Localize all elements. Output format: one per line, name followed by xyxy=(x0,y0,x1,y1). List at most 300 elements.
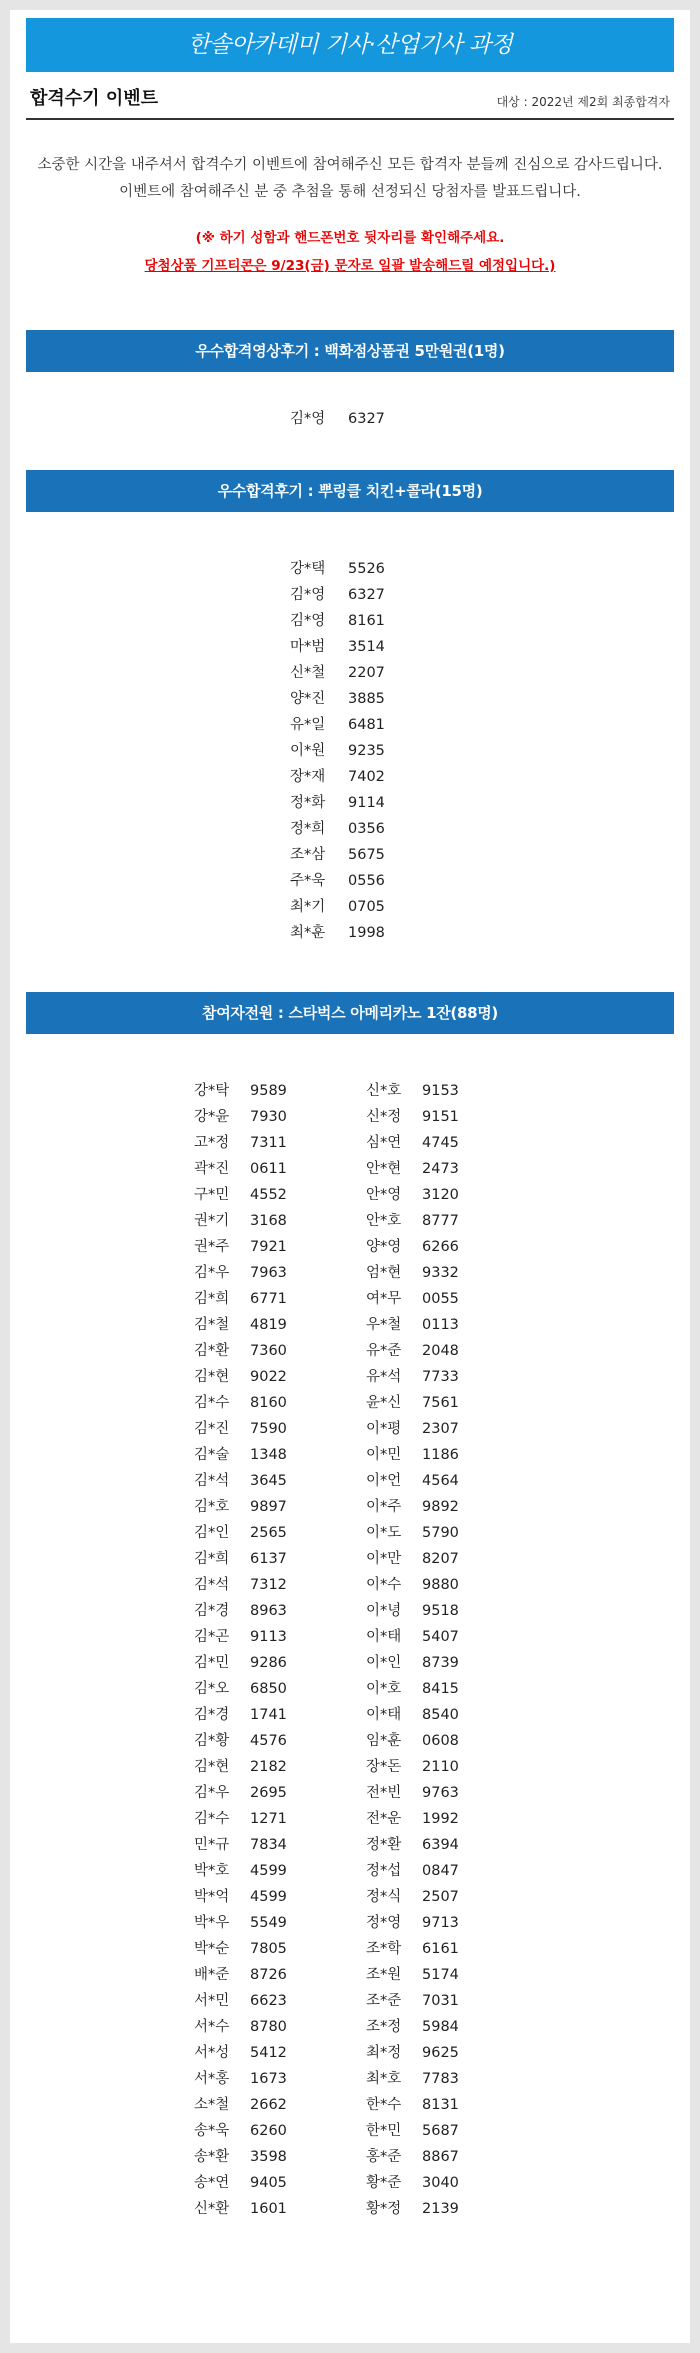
intro-line-2: 이벤트에 참여해주신 분 중 추첨을 통해 선정되신 당첨자를 발표드립니다. xyxy=(119,184,581,200)
winner-name: 신*철 xyxy=(290,665,326,681)
winner-phone-digits: 2662 xyxy=(250,2097,287,2113)
winner-phone-digits: 1348 xyxy=(250,1447,287,1463)
winner-name: 최*훈 xyxy=(290,925,326,941)
winner-row xyxy=(280,686,420,712)
section-title: 우수합격후기 : 뿌링클 치킨+콜라(15명) xyxy=(217,482,483,500)
winner-row xyxy=(178,1728,350,1754)
winner-row xyxy=(350,1546,522,1572)
winner-row xyxy=(350,1832,522,1858)
winner-row xyxy=(350,1494,522,1520)
winner-row xyxy=(178,1416,350,1442)
notice-line-2: 당첨상품 기프티콘은 9/23(금) 문자로 일괄 발송해드릴 예정입니다.) xyxy=(144,258,556,274)
winner-phone-digits: 3168 xyxy=(250,1213,287,1229)
winner-phone-digits: 7930 xyxy=(250,1109,287,1125)
winner-row xyxy=(178,1494,350,1520)
winner-name: 황*정 xyxy=(366,2201,402,2217)
winner-row xyxy=(350,1286,522,1312)
winner-name: 김*호 xyxy=(194,1499,230,1515)
winner-phone-digits: 2565 xyxy=(250,1525,287,1541)
winner-row xyxy=(178,1260,350,1286)
winner-phone-digits: 0055 xyxy=(422,1291,459,1307)
winner-phone-digits: 2048 xyxy=(422,1343,459,1359)
winner-phone-digits: 1673 xyxy=(250,2071,287,2087)
winner-name: 조*원 xyxy=(366,1967,402,1983)
winner-phone-digits: 2139 xyxy=(422,2201,459,2217)
winner-name: 정*환 xyxy=(366,1837,402,1853)
winner-name: 김*석 xyxy=(194,1473,230,1489)
winner-name: 한*민 xyxy=(366,2123,402,2139)
winner-row xyxy=(280,634,420,660)
winner-name: 박*우 xyxy=(194,1915,230,1931)
winner-phone-digits: 5984 xyxy=(422,2019,459,2035)
winner-phone-digits: 1998 xyxy=(348,925,385,941)
winner-name: 서*홍 xyxy=(194,2071,230,2087)
winner-row xyxy=(178,1676,350,1702)
winner-name: 김*영 xyxy=(290,411,326,427)
winner-phone-digits: 6771 xyxy=(250,1291,287,1307)
winner-phone-digits: 7963 xyxy=(250,1265,287,1281)
winner-name: 신*정 xyxy=(366,1109,402,1125)
winner-name: 배*준 xyxy=(194,1967,230,1983)
winner-row xyxy=(350,1364,522,1390)
winner-row xyxy=(178,2014,350,2040)
winner-phone-digits: 1741 xyxy=(250,1707,287,1723)
winner-row xyxy=(350,1390,522,1416)
winner-name: 조*정 xyxy=(366,2019,402,2035)
winner-phone-digits: 0113 xyxy=(422,1317,459,1333)
winner-name: 김*수 xyxy=(194,1811,230,1827)
winner-phone-digits: 4599 xyxy=(250,1863,287,1879)
content-panel xyxy=(10,10,690,2343)
winner-name: 이*녕 xyxy=(366,1603,402,1619)
winner-name: 권*주 xyxy=(194,1239,230,1255)
winner-name: 김*석 xyxy=(194,1577,230,1593)
winner-phone-digits: 5412 xyxy=(250,2045,287,2061)
winner-row xyxy=(280,764,420,790)
winner-phone-digits: 8131 xyxy=(422,2097,459,2113)
winner-row xyxy=(178,1702,350,1728)
winner-name: 심*연 xyxy=(366,1135,402,1151)
winner-row xyxy=(350,1806,522,1832)
winner-row xyxy=(178,1442,350,1468)
winner-row xyxy=(350,1728,522,1754)
winner-name: 김*경 xyxy=(194,1603,230,1619)
section-video-review-header xyxy=(26,330,674,372)
winner-name: 유*준 xyxy=(366,1343,402,1359)
winner-name: 안*영 xyxy=(366,1187,402,1203)
winner-row xyxy=(178,1104,350,1130)
winner-row xyxy=(178,1754,350,1780)
winner-phone-digits: 1186 xyxy=(422,1447,459,1463)
winner-name: 강*탁 xyxy=(194,1083,230,1099)
winner-name: 김*희 xyxy=(194,1551,230,1567)
winner-phone-digits: 9114 xyxy=(348,795,385,811)
winner-row xyxy=(350,1624,522,1650)
winner-row xyxy=(350,1312,522,1338)
winner-name: 황*준 xyxy=(366,2175,402,2191)
winner-phone-digits: 1992 xyxy=(422,1811,459,1827)
winner-phone-digits: 8739 xyxy=(422,1655,459,1671)
winner-name: 김*경 xyxy=(194,1707,230,1723)
winner-phone-digits: 5526 xyxy=(348,561,385,577)
winner-row xyxy=(350,1910,522,1936)
winner-row xyxy=(350,1676,522,1702)
winner-phone-digits: 5790 xyxy=(422,1525,459,1541)
winner-name: 여*무 xyxy=(366,1291,402,1307)
winner-name: 김*현 xyxy=(194,1369,230,1385)
winner-name: 엄*현 xyxy=(366,1265,402,1281)
winner-name: 김*인 xyxy=(194,1525,230,1541)
winner-phone-digits: 0356 xyxy=(348,821,385,837)
winner-row xyxy=(350,1468,522,1494)
winner-name: 이*민 xyxy=(366,1447,402,1463)
winner-row xyxy=(350,1598,522,1624)
winner-name: 주*욱 xyxy=(290,873,326,889)
winner-phone-digits: 5174 xyxy=(422,1967,459,1983)
winner-row xyxy=(178,1910,350,1936)
winner-phone-digits: 7311 xyxy=(250,1135,287,1151)
top-banner xyxy=(26,18,674,72)
section-title: 참여자전원 : 스타벅스 아메리카노 1잔(88명) xyxy=(202,1004,498,1022)
winner-name: 강*택 xyxy=(290,561,326,577)
winner-row xyxy=(350,1182,522,1208)
winner-name: 안*호 xyxy=(366,1213,402,1229)
winner-name: 이*도 xyxy=(366,1525,402,1541)
winner-row xyxy=(350,1156,522,1182)
winner-row xyxy=(350,2144,522,2170)
winner-phone-digits: 9332 xyxy=(422,1265,459,1281)
winner-phone-digits: 9892 xyxy=(422,1499,459,1515)
winner-name: 우*철 xyxy=(366,1317,402,1333)
winner-row xyxy=(350,2040,522,2066)
winner-phone-digits: 6161 xyxy=(422,1941,459,1957)
winner-phone-digits: 6850 xyxy=(250,1681,287,1697)
winner-name: 서*민 xyxy=(194,1993,230,2009)
winner-row xyxy=(350,1520,522,1546)
winner-row xyxy=(280,738,420,764)
winner-phone-digits: 6327 xyxy=(348,411,385,427)
winner-phone-digits: 9235 xyxy=(348,743,385,759)
winner-name: 전*운 xyxy=(366,1811,402,1827)
winner-row xyxy=(350,1988,522,2014)
winner-name: 임*훈 xyxy=(366,1733,402,1749)
winner-row xyxy=(350,2196,522,2222)
target-label: 대상 : 2022년 제2회 최종합격자 xyxy=(496,95,670,109)
notice-line-1: (※ 하기 성함과 핸드폰번호 뒷자리를 확인해주세요. xyxy=(195,230,505,246)
winner-name: 홍*준 xyxy=(366,2149,402,2165)
winner-row xyxy=(350,1442,522,1468)
winner-row xyxy=(178,1858,350,1884)
winner-phone-digits: 5687 xyxy=(422,2123,459,2139)
winner-row xyxy=(280,406,420,432)
winner-phone-digits: 4564 xyxy=(422,1473,459,1489)
winner-phone-digits: 6623 xyxy=(250,1993,287,2009)
winner-phone-digits: 9625 xyxy=(422,2045,459,2061)
winner-row xyxy=(280,868,420,894)
winner-phone-digits: 8780 xyxy=(250,2019,287,2035)
winner-name: 김*우 xyxy=(194,1265,230,1281)
winner-row xyxy=(350,2014,522,2040)
winner-phone-digits: 2507 xyxy=(422,1889,459,1905)
winner-row xyxy=(350,1208,522,1234)
winner-phone-digits: 7360 xyxy=(250,1343,287,1359)
section-title: 우수합격영상후기 : 백화점상품권 5만원권(1명) xyxy=(195,342,505,360)
winner-row xyxy=(280,712,420,738)
winner-name: 안*현 xyxy=(366,1161,402,1177)
winner-row xyxy=(178,1364,350,1390)
winner-phone-digits: 2307 xyxy=(422,1421,459,1437)
winner-row xyxy=(350,1858,522,1884)
winner-row xyxy=(178,1208,350,1234)
winner-name: 서*성 xyxy=(194,2045,230,2061)
winner-phone-digits: 9897 xyxy=(250,1499,287,1515)
winner-name: 이*평 xyxy=(366,1421,402,1437)
winner-phone-digits: 7783 xyxy=(422,2071,459,2087)
winner-phone-digits: 9589 xyxy=(250,1083,287,1099)
participant-column-right xyxy=(350,1078,522,2222)
winner-name: 이*주 xyxy=(366,1499,402,1515)
winner-name: 서*수 xyxy=(194,2019,230,2035)
winner-phone-digits: 4552 xyxy=(250,1187,287,1203)
winner-name: 고*정 xyxy=(194,1135,230,1151)
winner-phone-digits: 4819 xyxy=(250,1317,287,1333)
winner-name: 구*민 xyxy=(194,1187,230,1203)
winner-name: 박*억 xyxy=(194,1889,230,1905)
winner-phone-digits: 7402 xyxy=(348,769,385,785)
winner-row xyxy=(178,1884,350,1910)
winner-name: 박*호 xyxy=(194,1863,230,1879)
winner-name: 한*수 xyxy=(366,2097,402,2113)
winner-name: 이*언 xyxy=(366,1473,402,1489)
winner-row xyxy=(280,790,420,816)
winner-name: 김*철 xyxy=(194,1317,230,1333)
winner-phone-digits: 7590 xyxy=(250,1421,287,1437)
winner-name: 김*환 xyxy=(194,1343,230,1359)
winner-name: 곽*진 xyxy=(194,1161,230,1177)
banner-title: 한솔아카데미 기사·산업기사 과정 xyxy=(187,32,513,58)
winner-name: 이*수 xyxy=(366,1577,402,1593)
winner-phone-digits: 5549 xyxy=(250,1915,287,1931)
winner-name: 장*재 xyxy=(290,769,326,785)
winner-phone-digits: 8540 xyxy=(422,1707,459,1723)
winner-row xyxy=(350,2092,522,2118)
section-review-header xyxy=(26,470,674,512)
winner-name: 전*빈 xyxy=(366,1785,402,1801)
winner-name: 김*희 xyxy=(194,1291,230,1307)
winner-row xyxy=(280,816,420,842)
winner-row xyxy=(178,1988,350,2014)
title-row xyxy=(26,86,674,120)
winner-row xyxy=(350,1936,522,1962)
winner-phone-digits: 6481 xyxy=(348,717,385,733)
winner-phone-digits: 4576 xyxy=(250,1733,287,1749)
winner-row xyxy=(178,1182,350,1208)
winner-name: 소*철 xyxy=(194,2097,230,2113)
winner-row xyxy=(178,2118,350,2144)
winner-phone-digits: 2695 xyxy=(250,1785,287,1801)
winner-name: 박*순 xyxy=(194,1941,230,1957)
winner-row xyxy=(280,660,420,686)
winner-name: 김*우 xyxy=(194,1785,230,1801)
winner-phone-digits: 7805 xyxy=(250,1941,287,1957)
winner-phone-digits: 5407 xyxy=(422,1629,459,1645)
notice-text xyxy=(26,224,674,280)
winner-phone-digits: 7834 xyxy=(250,1837,287,1853)
winner-phone-digits: 3598 xyxy=(250,2149,287,2165)
winner-phone-digits: 9286 xyxy=(250,1655,287,1671)
intro-line-1: 소중한 시간을 내주셔서 합격수기 이벤트에 참여해주신 모든 합격자 분들께 진심으로 감사드립니다. xyxy=(37,157,663,173)
participant-winner-grid xyxy=(26,1078,674,2222)
winner-row xyxy=(350,1130,522,1156)
winner-phone-digits: 1601 xyxy=(250,2201,287,2217)
winner-name: 최*호 xyxy=(366,2071,402,2087)
winner-phone-digits: 8161 xyxy=(348,613,385,629)
winner-name: 김*술 xyxy=(194,1447,230,1463)
winner-phone-digits: 3040 xyxy=(422,2175,459,2191)
winner-phone-digits: 8415 xyxy=(422,1681,459,1697)
winner-name: 양*영 xyxy=(366,1239,402,1255)
winner-row xyxy=(178,2196,350,2222)
winner-row xyxy=(178,1624,350,1650)
section-participant-header xyxy=(26,992,674,1034)
winner-phone-digits: 6260 xyxy=(250,2123,287,2139)
winner-row xyxy=(178,2066,350,2092)
winner-phone-digits: 2207 xyxy=(348,665,385,681)
winner-phone-digits: 8160 xyxy=(250,1395,287,1411)
winner-name: 조*학 xyxy=(366,1941,402,1957)
winner-name: 정*화 xyxy=(290,795,326,811)
winner-phone-digits: 0608 xyxy=(422,1733,459,1749)
winner-name: 마*범 xyxy=(290,639,326,655)
winner-name: 유*일 xyxy=(290,717,326,733)
winner-phone-digits: 0611 xyxy=(250,1161,287,1177)
winner-name: 유*석 xyxy=(366,1369,402,1385)
winner-row xyxy=(280,894,420,920)
winner-name: 정*섭 xyxy=(366,1863,402,1879)
winner-phone-digits: 0556 xyxy=(348,873,385,889)
winner-phone-digits: 7312 xyxy=(250,1577,287,1593)
winner-name: 이*태 xyxy=(366,1629,402,1645)
winner-row xyxy=(178,1936,350,1962)
winner-row xyxy=(350,1962,522,1988)
winner-name: 최*기 xyxy=(290,899,326,915)
winner-row xyxy=(280,842,420,868)
winner-row xyxy=(350,1416,522,1442)
winner-phone-digits: 4745 xyxy=(422,1135,459,1151)
winner-phone-digits: 9880 xyxy=(422,1577,459,1593)
winner-phone-digits: 7733 xyxy=(422,1369,459,1385)
winner-phone-digits: 5675 xyxy=(348,847,385,863)
winner-row xyxy=(178,2092,350,2118)
winner-phone-digits: 6266 xyxy=(422,1239,459,1255)
winner-phone-digits: 6394 xyxy=(422,1837,459,1853)
winner-row xyxy=(178,1780,350,1806)
winner-name: 송*환 xyxy=(194,2149,230,2165)
winner-phone-digits: 2110 xyxy=(422,1759,459,1775)
winner-phone-digits: 0847 xyxy=(422,1863,459,1879)
winner-row xyxy=(178,1234,350,1260)
winner-phone-digits: 8207 xyxy=(422,1551,459,1567)
winner-phone-digits: 8726 xyxy=(250,1967,287,1983)
winner-row xyxy=(280,556,420,582)
winner-name: 김*영 xyxy=(290,613,326,629)
winner-phone-digits: 7561 xyxy=(422,1395,459,1411)
winner-name: 신*환 xyxy=(194,2201,230,2217)
winner-phone-digits: 9518 xyxy=(422,1603,459,1619)
winner-row xyxy=(280,608,420,634)
winner-name: 민*규 xyxy=(194,1837,230,1853)
winner-phone-digits: 6137 xyxy=(250,1551,287,1567)
winner-phone-digits: 7921 xyxy=(250,1239,287,1255)
winner-row xyxy=(178,1338,350,1364)
winner-row xyxy=(178,1832,350,1858)
winner-phone-digits: 2182 xyxy=(250,1759,287,1775)
winner-name: 정*영 xyxy=(366,1915,402,1931)
winner-phone-digits: 4599 xyxy=(250,1889,287,1905)
winner-name: 송*연 xyxy=(194,2175,230,2191)
video-review-winner-list xyxy=(280,406,420,432)
winner-name: 김*현 xyxy=(194,1759,230,1775)
winner-name: 최*정 xyxy=(366,2045,402,2061)
winner-name: 정*희 xyxy=(290,821,326,837)
winner-name: 송*욱 xyxy=(194,2123,230,2139)
winner-name: 김*수 xyxy=(194,1395,230,1411)
winner-row xyxy=(178,1520,350,1546)
winner-row xyxy=(350,2118,522,2144)
winner-row xyxy=(350,1234,522,1260)
winner-row xyxy=(350,1260,522,1286)
winner-row xyxy=(178,1598,350,1624)
winner-phone-digits: 6327 xyxy=(348,587,385,603)
winner-row xyxy=(178,2144,350,2170)
winner-phone-digits: 8777 xyxy=(422,1213,459,1229)
winner-row xyxy=(350,1754,522,1780)
page-title: 합격수기 이벤트 xyxy=(30,88,158,109)
winner-row xyxy=(178,1546,350,1572)
winner-phone-digits: 9713 xyxy=(422,1915,459,1931)
winner-row xyxy=(178,1962,350,1988)
winner-phone-digits: 8963 xyxy=(250,1603,287,1619)
winner-name: 강*윤 xyxy=(194,1109,230,1125)
winner-phone-digits: 2473 xyxy=(422,1161,459,1177)
winner-name: 권*기 xyxy=(194,1213,230,1229)
winner-name: 정*식 xyxy=(366,1889,402,1905)
winner-row xyxy=(280,582,420,608)
winner-phone-digits: 8867 xyxy=(422,2149,459,2165)
winner-name: 이*만 xyxy=(366,1551,402,1567)
winner-name: 김*황 xyxy=(194,1733,230,1749)
winner-phone-digits: 9763 xyxy=(422,1785,459,1801)
winner-name: 김*영 xyxy=(290,587,326,603)
winner-row xyxy=(178,2170,350,2196)
winner-row xyxy=(280,920,420,946)
winner-row xyxy=(350,1884,522,1910)
winner-name: 이*태 xyxy=(366,1707,402,1723)
participant-column-left xyxy=(178,1078,350,2222)
winner-row xyxy=(350,1104,522,1130)
winner-name: 장*돈 xyxy=(366,1759,402,1775)
winner-name: 이*원 xyxy=(290,743,326,759)
winner-name: 조*준 xyxy=(366,1993,402,2009)
winner-row xyxy=(350,2066,522,2092)
review-winner-list xyxy=(280,556,420,946)
winner-row xyxy=(350,1780,522,1806)
winner-row xyxy=(178,1650,350,1676)
winner-phone-digits: 3120 xyxy=(422,1187,459,1203)
winner-name: 윤*신 xyxy=(366,1395,402,1411)
winner-phone-digits: 9151 xyxy=(422,1109,459,1125)
intro-text xyxy=(26,152,674,206)
